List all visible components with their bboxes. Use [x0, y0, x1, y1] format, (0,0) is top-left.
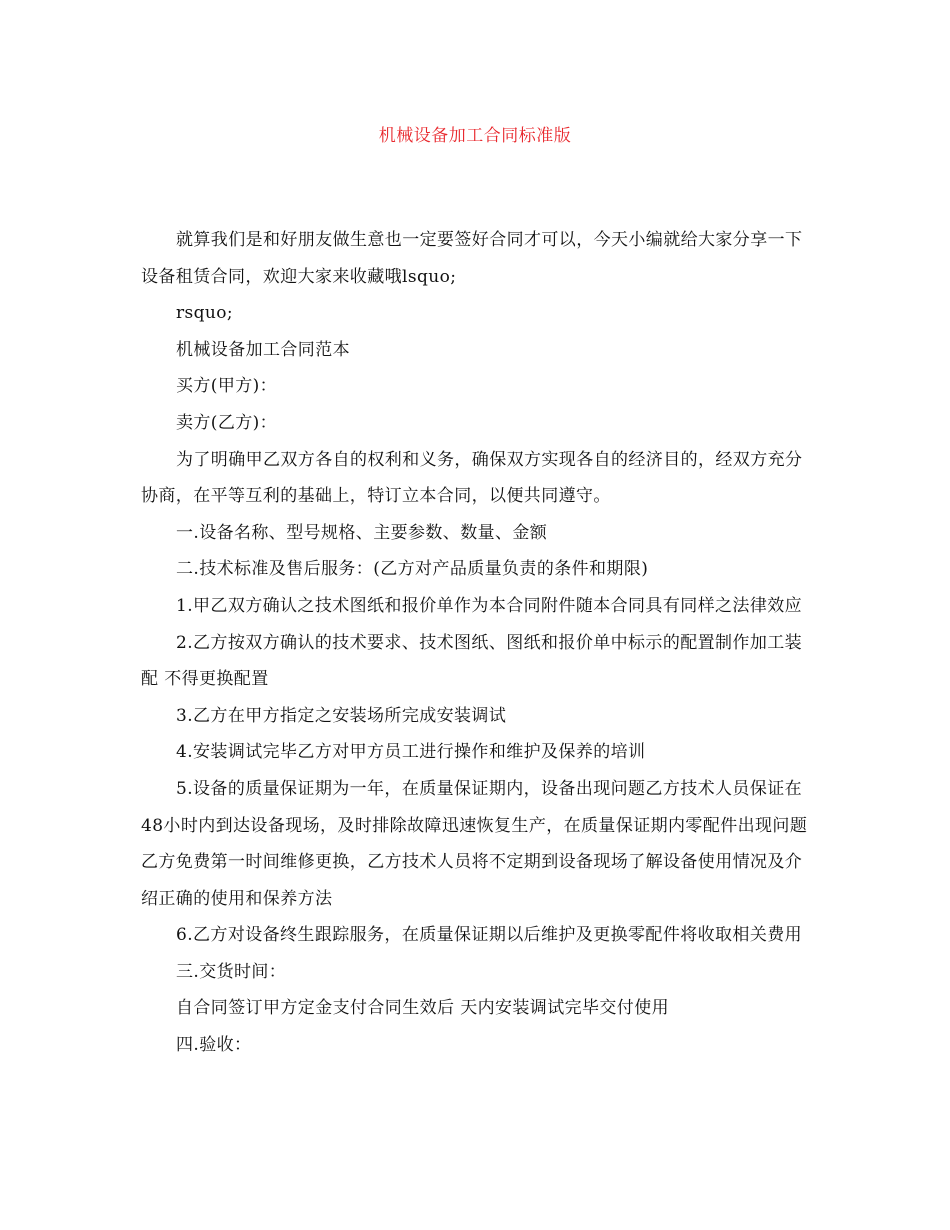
document-body	[141, 222, 813, 1064]
clause-2-6: 6.乙方对设备终生跟踪服务，在质量保证期以后维护及更换零配件将收取相关费用	[176, 925, 803, 946]
paragraph-buyer: 买方(甲方)：	[176, 376, 278, 397]
paragraph-preamble: 为了明确甲乙双方各自的权利和义务，确保双方实现各自的经济目的，经双方充分协商，在平等互利的基础上，特订立本合同，以便共同遵守。	[141, 449, 803, 507]
clause-2-3: 3.乙方在甲方指定之安装场所完成安装调试	[176, 705, 507, 726]
clause-2-2: 2.乙方按双方确认的技术要求、技术图纸、图纸和报价单中标示的配置制作加工装配 不得更换配置	[141, 632, 803, 690]
section-2-heading: 二.技术标准及售后服务：(乙方对产品质量负责的条件和期限)	[176, 559, 649, 580]
paragraph-template-heading: 机械设备加工合同范本	[176, 339, 350, 360]
document-title: 机械设备加工合同标准版	[378, 126, 572, 146]
section-3-heading: 三.交货时间：	[176, 961, 287, 982]
clause-2-5: 5.设备的质量保证期为一年，在质量保证期内，设备出现问题乙方技术人员保证在48小时内到达设备现场，及时排除故障迅速恢复生产，在质量保证期内零配件出现问题乙方免费第一时间维修更换，乙方技术人员将不定期到设备现场了解设备使用情况及介绍正确的使用和保养方法	[141, 778, 808, 909]
paragraph-intro: 就算我们是和好朋友做生意也一定要签好合同才可以，今天小编就给大家分享一下设备租赁合同，欢迎大家来收藏哦lsquo;	[141, 230, 803, 287]
paragraph-rsquo: rsquo;	[176, 303, 234, 324]
section-4-heading: 四.验收：	[176, 1035, 252, 1056]
clause-2-1: 1.甲乙双方确认之技术图纸和报价单作为本合同附件随本合同具有同样之法律效应	[176, 595, 803, 616]
paragraph-seller: 卖方(乙方)：	[176, 412, 278, 433]
section-1-heading: 一.设备名称、型号规格、主要参数、数量、金额	[176, 522, 548, 543]
delivery-clause: 自合同签订甲方定金支付合同生效后 天内安装调试完毕交付使用	[176, 998, 670, 1019]
clause-2-4: 4.安装调试完毕乙方对甲方员工进行操作和维护及保养的培训	[176, 742, 646, 763]
